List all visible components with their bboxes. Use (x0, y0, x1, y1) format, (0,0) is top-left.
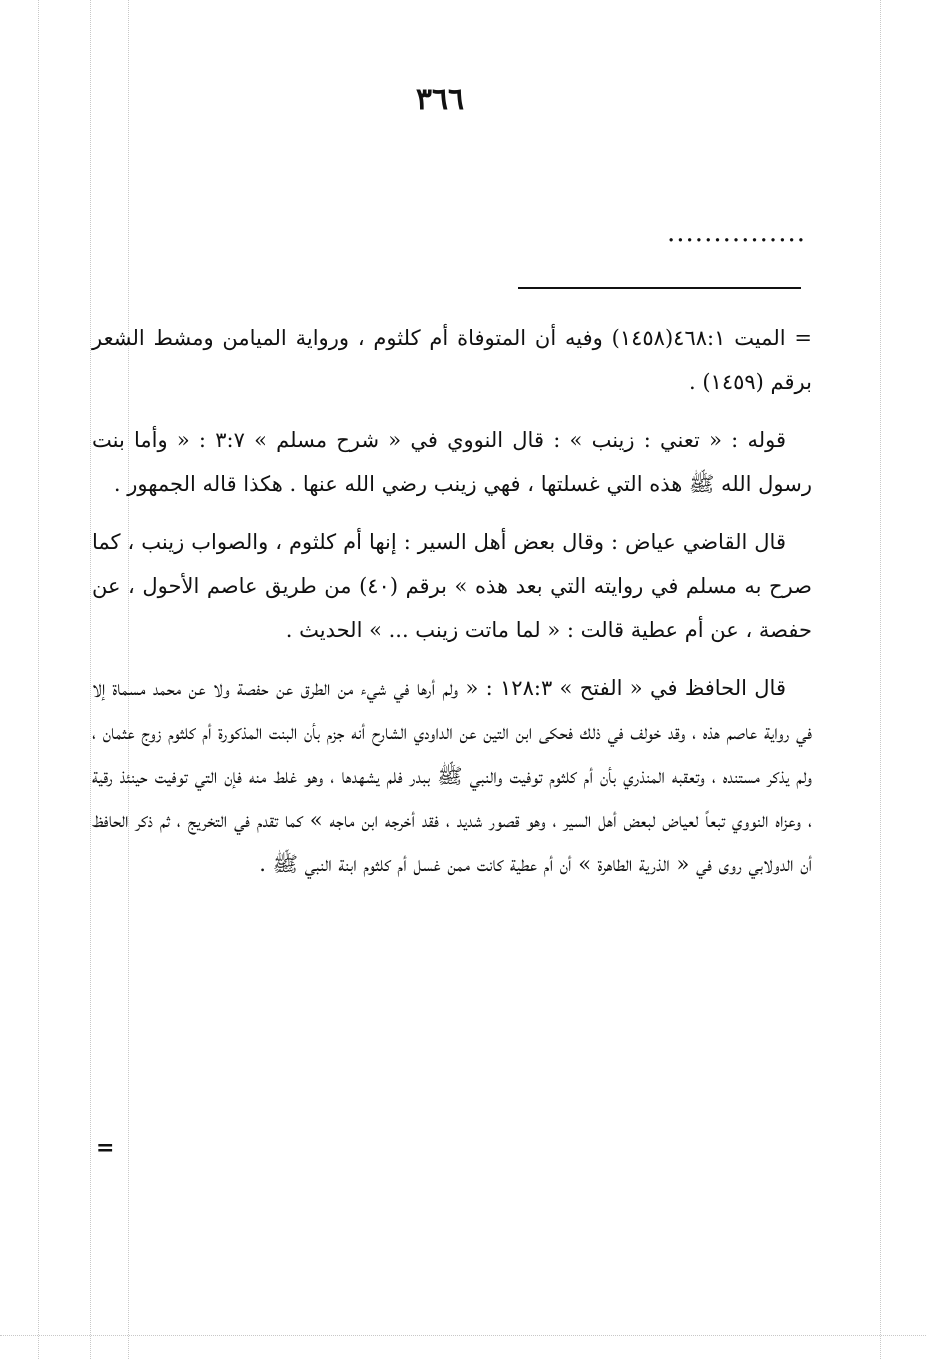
scan-guide-line (880, 0, 881, 1359)
footnote-paragraph: = الميت ٤٦٨:١(١٤٥٨) وفيه أن المتوفاة أم كلثوم ، ورواية الميامن ومشط الشعر برقم (١٤٥٩) . (92, 326, 812, 394)
scan-guide-line (38, 0, 39, 1359)
footnote-text (92, 316, 812, 900)
footnote-separator (518, 287, 801, 289)
scan-guide-line (0, 1335, 926, 1336)
footnote-paragraph: قوله : « تعني : زينب » : قال النووي في « شرح مسلم » ٣:٧ : « وأما بنت رسول الله ﷺ هذه التي غسلتها ، فهي زينب رضي الله عنها . هكذا قاله الجمهور . (92, 428, 812, 496)
continuation-mark: = (96, 1135, 115, 1161)
ellipsis-dots: ............... (667, 218, 806, 248)
scan-guide-line (90, 0, 91, 1359)
footnote-paragraph: قال القاضي عياض : وقال بعض أهل السير : إنها أم كلثوم ، والصواب زينب ، كما صرح به مسلم في روايته التي بعد هذه » برقم (٤٠) من طريق عاصم الأحول ، عن حفصة ، عن أم عطية قالت : « لما ماتت زينب ... » الحديث . (92, 530, 812, 642)
footnote-paragraph: قال الحافظ في « الفتح » ١٢٨:٣ : « ولم أرها في شيء من الطرق عن حفصة ولا عن محمد مسماة إلا في رواية عاصم هذه ، وقد خولف في ذلك فحكى ابن التين عن الداودي الشارح أنه جزم بأن البنت المذكورة أم كلثوم زوج عثمان ، ولم يذكر مستنده ، وتعقبه المنذري بأن أم كلثوم توفيت والنبي ﷺ ببدر فلم يشهدها ، وهو غلط منه فإن التي توفيت حينئذ رقية ، وعزاه النووي تبعاً لعياض لبعض أهل السير ، وهو قصور شديد ، فقد أخرجه ابن ماجه » كما تقدم في التخريج ، ثم ذكر الحافظ أن الدولابي روى في « الذرية الطاهرة » أن أم عطية كانت ممن غسل أم كلثوم ابنة النبي ﷺ . (92, 676, 812, 876)
page-number: ٣٦٦ (415, 82, 465, 117)
